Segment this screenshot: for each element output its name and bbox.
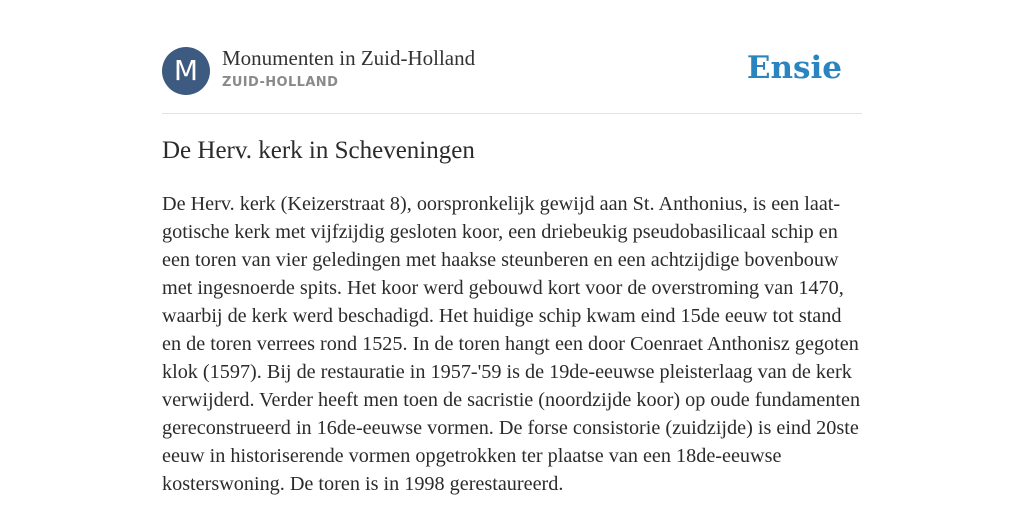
avatar[interactable]: M (162, 47, 210, 95)
source-title[interactable]: Monumenten in Zuid-Holland (222, 46, 476, 70)
article-title: De Herv. kerk in Scheveningen (162, 137, 475, 164)
brand-logo[interactable]: Ensie (746, 50, 842, 86)
source-header (162, 46, 862, 96)
source-subtitle[interactable]: ZUID-HOLLAND (222, 75, 339, 90)
header-divider (162, 113, 862, 114)
article-body: De Herv. kerk (Keizerstraat 8), oorspronkelijk gewijd aan St. Anthonius, is een laat-gotische kerk met vijfzijdig gesloten koor, een driebeukig pseudobasilicaal schip en een toren van vier geledingen met haakse steunberen en een achtzijdige bovenbouw met ingesnoerde spits. Het koor werd gebouwd kort voor de overstroming van 1470, waarbij de kerk werd beschadigd. Het huidige schip kwam eind 15de eeuw tot stand en de toren verrees rond 1525. In de toren hangt een door Coenraet Anthonisz gegoten klok (1597). Bij de restauratie in 1957-'59 is de 19de-eeuwse pleisterlaag van de kerk verwijderd. Verder heeft men toen de sacristie (noordzijde koor) op oude fundamenten gereconstrueerd in 16de-eeuwse vormen. De forse consistorie (zuidzijde) is eind 20ste eeuw in historiserende vormen opgetrokken ter plaatse van een 18de-eeuwse kosterswoning. De toren is in 1998 gerestaureerd. (162, 193, 861, 495)
